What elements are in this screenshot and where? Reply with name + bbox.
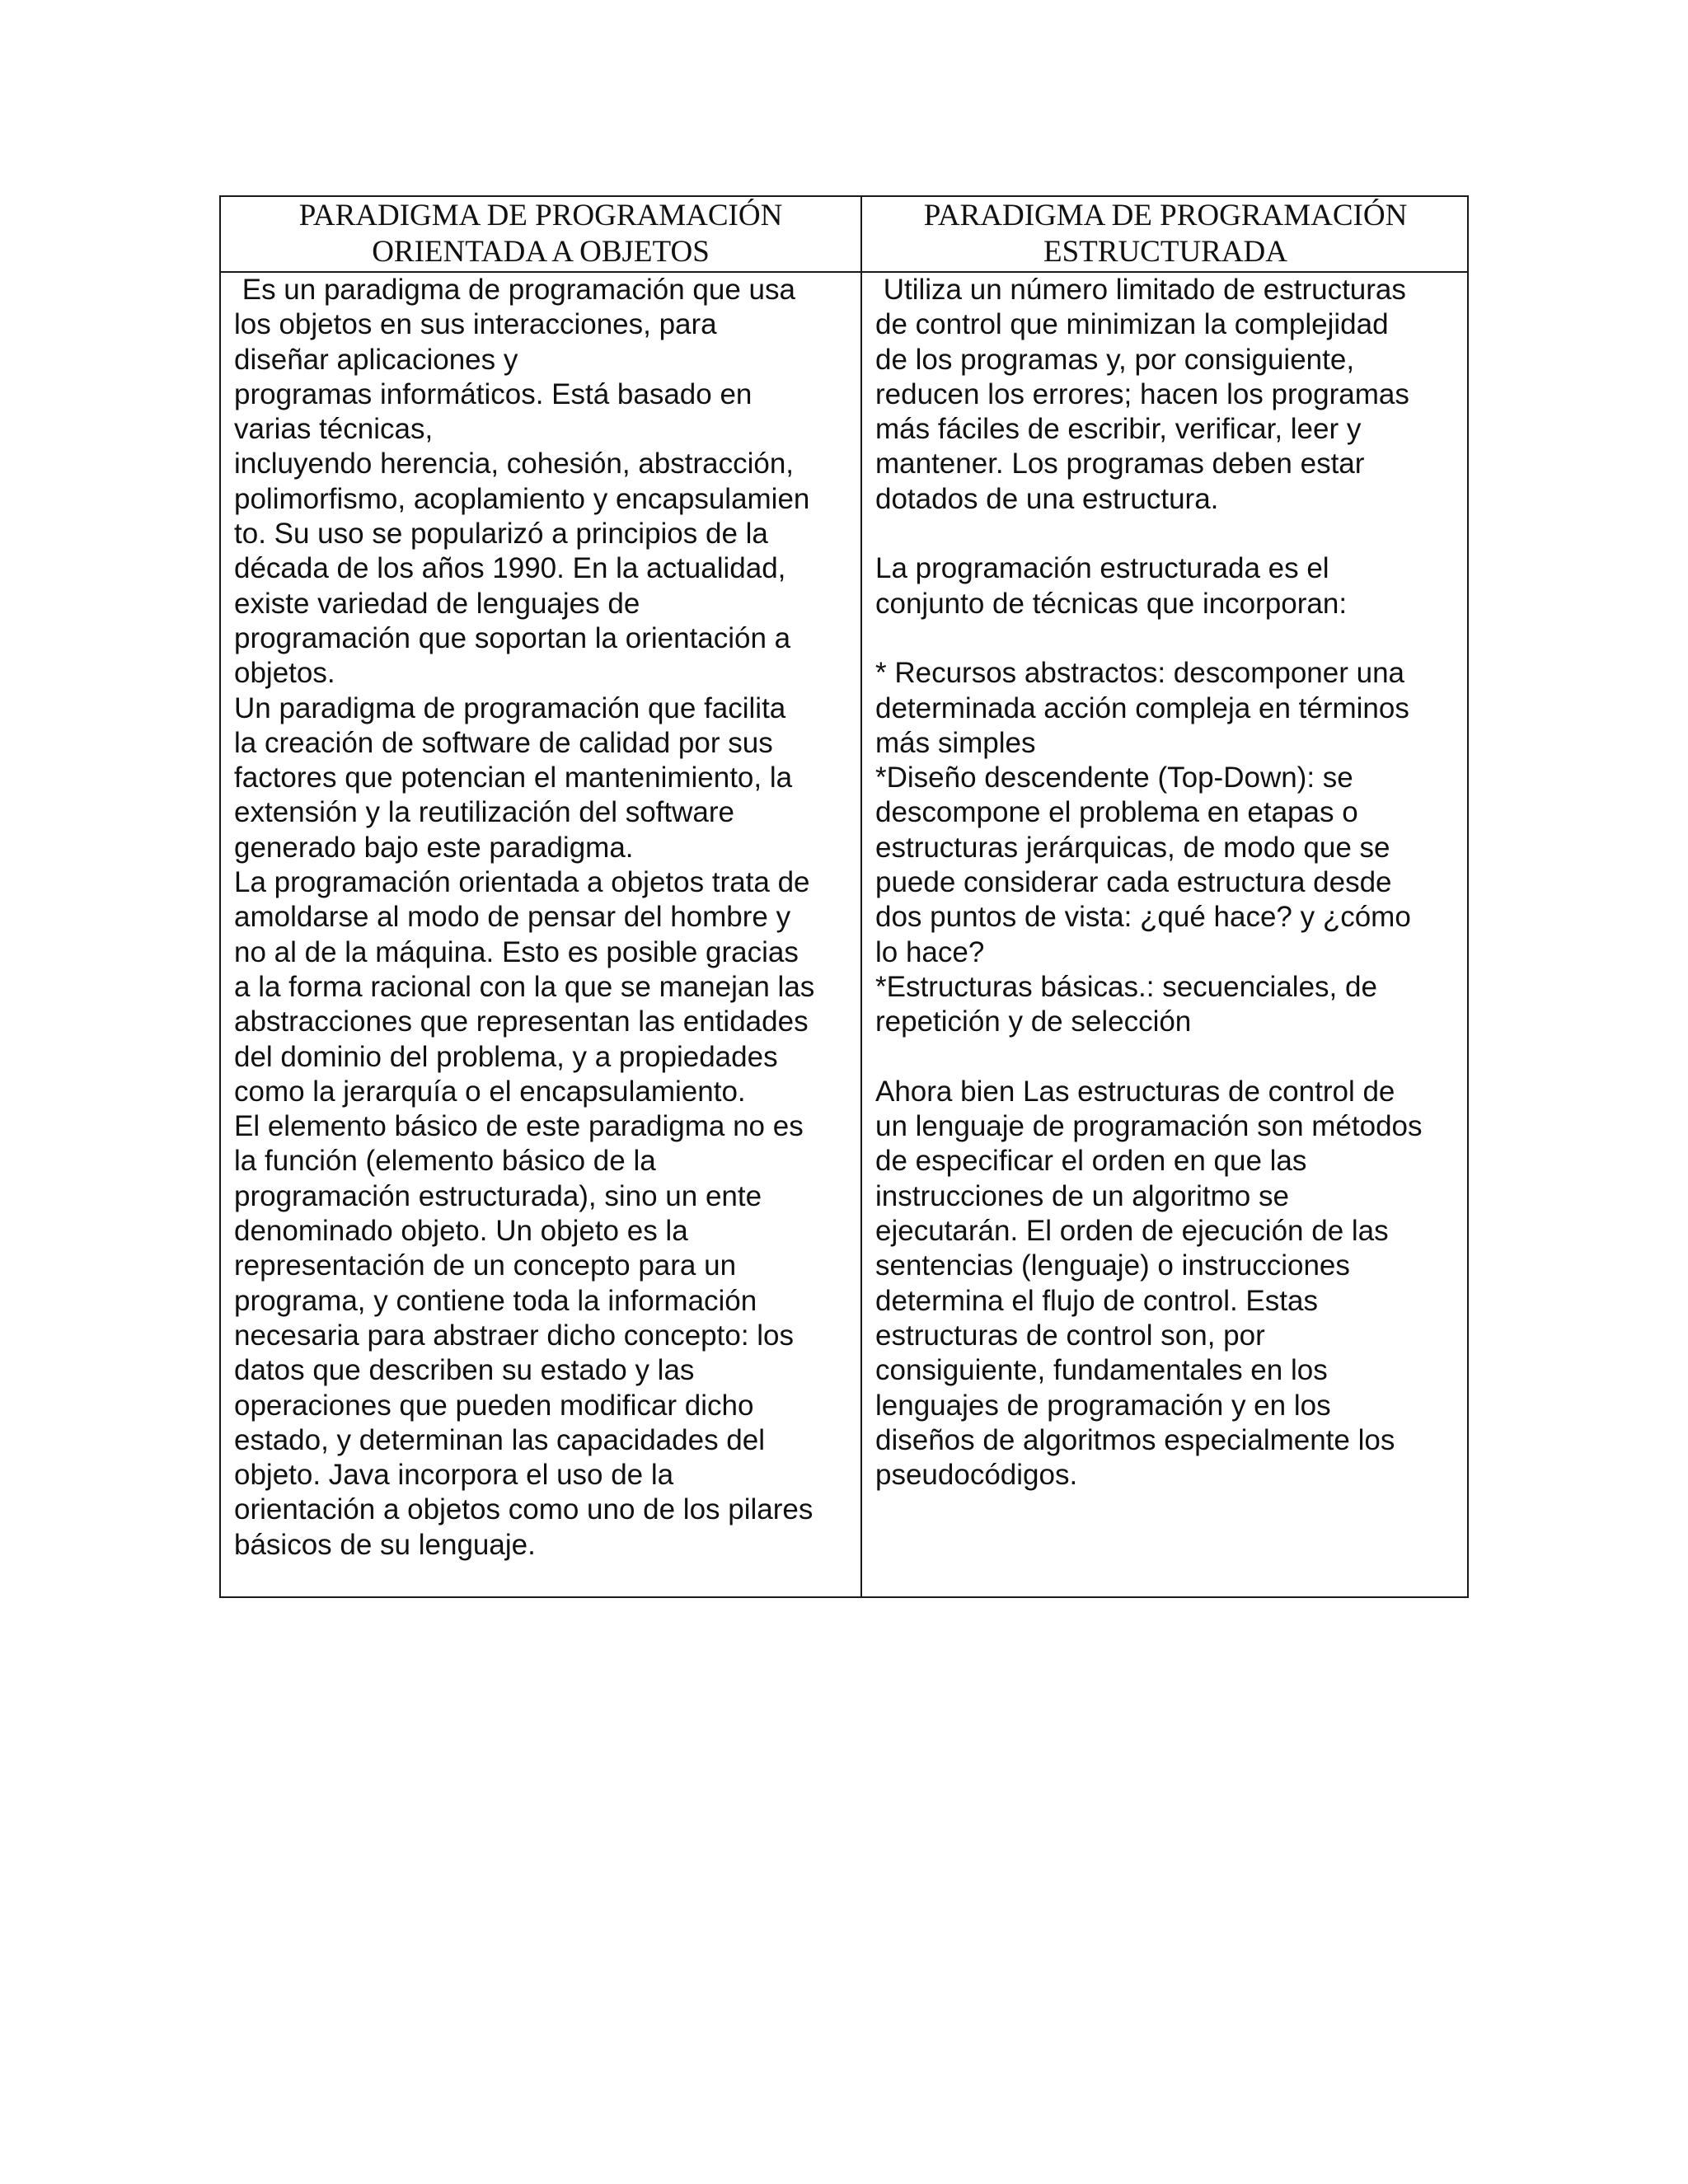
text-line: más fáciles de escribir, verificar, leer y <box>875 413 1362 446</box>
text-line: estado, y determinan las capacidades del <box>234 1423 766 1456</box>
text-line: La programación estructurada es el <box>875 552 1329 585</box>
text-line: necesaria para abstraer dicho concepto: los <box>234 1319 795 1352</box>
text-line: *Diseño descendente (Top-Down): se <box>875 762 1353 794</box>
text-line: mantener. Los programas deben estar <box>875 448 1365 480</box>
text-line: La programación orientada a objetos trata de <box>234 866 810 899</box>
text-line: Ahora bien Las estructuras de control de <box>875 1075 1395 1108</box>
text-line: más simples <box>875 726 1036 759</box>
text-line: no al de la máquina. Esto es posible gracias <box>234 935 799 968</box>
text-line: diseños de algoritmos especialmente los <box>875 1423 1395 1456</box>
text-line: los objetos en sus interacciones, para <box>234 308 717 341</box>
header-structured-line-2: ESTRUCTURADA <box>1043 235 1288 269</box>
text-line: reducen los errores; hacen los programas <box>875 377 1409 410</box>
text-line: dotados de una estructura. <box>875 482 1219 515</box>
text-line: *Estructuras básicas.: secuenciales, de <box>875 970 1377 1003</box>
text-line: de especificar el orden en que las <box>875 1145 1307 1178</box>
text-line: lenguajes de programación y en los <box>875 1389 1331 1422</box>
text-line: década de los años 1990. En la actualidad, <box>234 552 786 585</box>
text-line: objetos. <box>234 657 335 690</box>
text-line: programación estructurada), sino un ente <box>234 1179 762 1212</box>
text-line: Utiliza un número limitado de estructuras <box>875 274 1406 306</box>
text-line: conjunto de técnicas que incorporan: <box>875 587 1348 620</box>
text-line: incluyendo herencia, cohesión, abstracción, <box>234 448 795 480</box>
text-line: Es un paradigma de programación que usa <box>234 274 795 306</box>
text-line: to. Su uso se popularizó a principios de la <box>234 518 768 551</box>
text-line: pseudocódigos. <box>875 1459 1078 1492</box>
text-line: descompone el problema en etapas o <box>875 796 1358 829</box>
header-oop-line-2: ORIENTADA A OBJETOS <box>372 235 710 269</box>
text-line: * Recursos abstractos: descomponer una <box>875 657 1404 690</box>
text-line: estructuras jerárquicas, de modo que se <box>875 831 1390 864</box>
text-line: programa, y contiene toda la información <box>234 1284 757 1317</box>
text-line: determina el flujo de control. Estas <box>875 1284 1318 1317</box>
text-line <box>875 517 1465 551</box>
text-line: denominado objeto. Un objeto es la <box>234 1215 688 1248</box>
text-line: básicos de su lenguaje. <box>234 1528 536 1561</box>
text-line: amoldarse al modo de pensar del hombre y <box>234 901 791 934</box>
header-structured <box>862 197 1469 271</box>
column-divider <box>860 197 862 1596</box>
comparison-table <box>219 195 1469 1598</box>
text-line: un lenguaje de programación son métodos <box>875 1110 1423 1143</box>
text-line: varias técnicas, <box>234 413 434 446</box>
text-line: puede considerar cada estructura desde <box>875 866 1392 899</box>
text-line: programación que soportan la orientación a <box>234 621 791 654</box>
text-line: El elemento básico de este paradigma no es <box>234 1110 804 1143</box>
text-line: sentencias (lenguaje) o instrucciones <box>875 1249 1350 1282</box>
text-line: lo hace? <box>875 935 985 968</box>
text-line: como la jerarquía o el encapsulamiento. <box>234 1075 746 1108</box>
text-line: la creación de software de calidad por sus <box>234 726 773 759</box>
text-line <box>875 1040 1465 1075</box>
text-line: diseñar aplicaciones y <box>234 343 518 376</box>
text-line: la función (elemento básico de la <box>234 1145 656 1178</box>
text-line: abstracciones que representan las entidades <box>234 1005 809 1038</box>
text-line: operaciones que pueden modificar dicho <box>234 1389 754 1422</box>
text-line: determinada acción compleja en términos <box>875 691 1409 724</box>
text-line: del dominio del problema, y a propiedades <box>234 1040 778 1073</box>
text-line: de control que minimizan la complejidad <box>875 308 1389 341</box>
text-line: objeto. Java incorpora el uso de la <box>234 1459 674 1492</box>
header-oop-line-1: PARADIGMA DE PROGRAMACIÓN <box>298 199 783 232</box>
text-line: estructuras de control son, por <box>875 1319 1265 1352</box>
text-line: dos puntos de vista: ¿qué hace? y ¿cómo <box>875 901 1411 934</box>
oop-description <box>234 273 857 1563</box>
text-line: instrucciones de un algoritmo se <box>875 1179 1289 1212</box>
text-line: ejecutarán. El orden de ejecución de las <box>875 1215 1389 1248</box>
text-line: representación de un concepto para un <box>234 1249 737 1282</box>
text-line: extensión y la reutilización del software <box>234 796 734 829</box>
text-line: a la forma racional con la que se manejan las <box>234 970 815 1003</box>
text-line: orientación a objetos como uno de los pilares <box>234 1493 814 1526</box>
text-line: Un paradigma de programación que facilita <box>234 691 786 724</box>
text-line: de los programas y, por consiguiente, <box>875 343 1355 376</box>
header-structured-line-1: PARADIGMA DE PROGRAMACIÓN <box>923 199 1408 232</box>
text-line: polimorfismo, acoplamiento y encapsulamien <box>234 482 810 515</box>
text-line: consiguiente, fundamentales en los <box>875 1354 1328 1387</box>
text-line: repetición y de selección <box>875 1005 1192 1038</box>
text-line: existe variedad de lenguajes de <box>234 587 640 620</box>
text-line <box>875 621 1465 656</box>
text-line: factores que potencian el mantenimiento, la <box>234 762 793 794</box>
header-oop <box>221 197 860 271</box>
text-line: datos que describen su estado y las <box>234 1354 695 1387</box>
text-line: generado bajo este paradigma. <box>234 831 634 864</box>
text-line: programas informáticos. Está basado en <box>234 377 753 410</box>
structured-description <box>875 273 1465 1493</box>
